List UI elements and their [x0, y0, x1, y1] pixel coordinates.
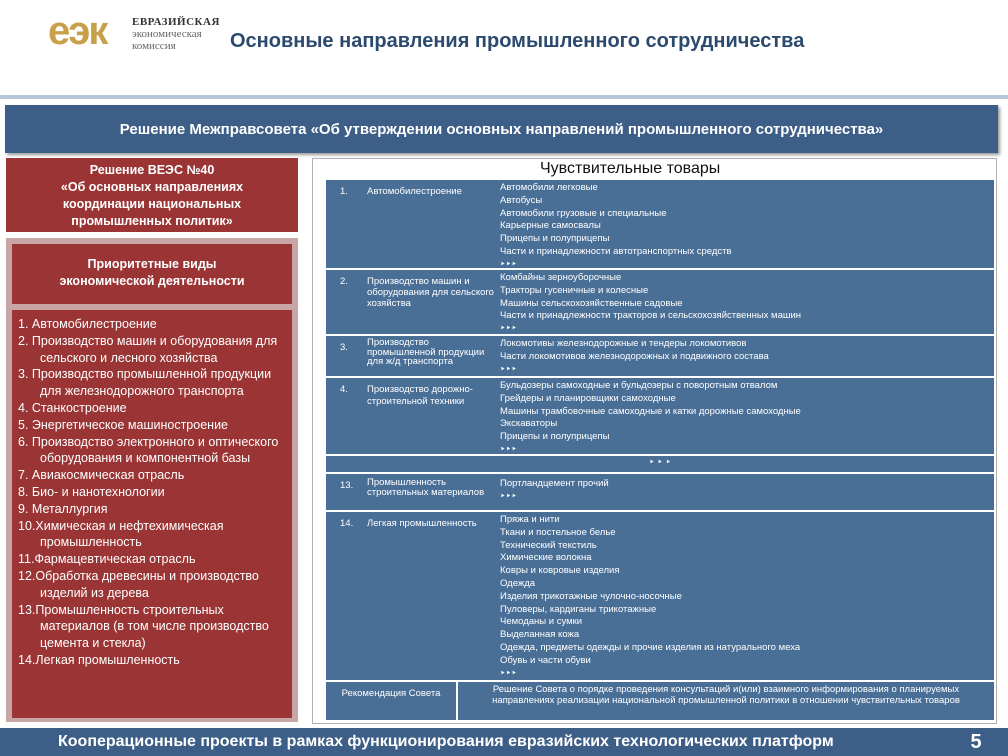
item: Выделанная кожа: [500, 629, 580, 641]
item: Экскаваторы: [500, 418, 558, 430]
item: Пряжа и нити: [500, 514, 560, 525]
list-item: 1. Автомобилестроение: [18, 317, 157, 331]
row-sector: Промышленность строительных материалов: [362, 474, 496, 510]
list-item: 14.Легкая промышленность: [18, 652, 180, 667]
decision-box: [6, 158, 298, 232]
logo-mark: еэк: [48, 9, 107, 53]
list-item: 11.Фармацевтическая отрасль: [18, 552, 196, 567]
item: Одежда, предметы одежды и прочие изделия из натурального меха: [500, 641, 801, 653]
item: Чемоданы и сумки: [500, 616, 583, 628]
item: ‣‣‣: [500, 258, 517, 270]
item: Химические волокна: [500, 552, 592, 564]
item: Грейдеры и планировщики самоходные: [500, 392, 676, 404]
item: ‣‣‣: [500, 490, 517, 502]
decision-line: координации национальных: [62, 197, 242, 211]
priority-heading-line: экономической деятельности: [59, 274, 245, 288]
item: Части локомотивов железнодорожных и подвижного состава: [500, 350, 769, 362]
item: Автомобили легковые: [500, 182, 598, 193]
logo-line-1: ЕВРАЗИЙСКАЯ: [132, 16, 220, 28]
item: Пуловеры, кардиганы трикотажные: [500, 603, 657, 615]
row-items: [496, 336, 994, 376]
logo-line-3: комиссия: [132, 40, 176, 52]
item: Одежда: [500, 577, 536, 589]
row-sector: Производство дорожно-строительной техники: [362, 378, 496, 454]
row-number: 1.: [326, 180, 362, 268]
row-items: [496, 270, 994, 334]
list-item: 8. Био- и нанотехнологии: [18, 484, 165, 499]
item: ‣‣‣: [500, 323, 517, 335]
decision-line: Решение ВЕЭС №40: [89, 163, 215, 177]
item: Прицепы и полуприцепы: [500, 233, 610, 245]
list-item: 4. Станкостроение: [18, 400, 127, 415]
row-number: 13.: [326, 474, 362, 510]
list-item: 12.Обработка древесины и производство изделий из дерева: [18, 568, 259, 600]
item: Портландцемент прочий: [500, 478, 609, 489]
list-item: 7. Авиакосмическая отрасль: [18, 468, 185, 483]
banner-text: Решение Межправсовета «Об утверждении основных направлений промышленного сотрудничества»: [119, 120, 884, 138]
item: Локомотивы железнодорожные и тендеры локомотивов: [500, 338, 747, 349]
row-number: 14.: [326, 512, 362, 680]
item: ‣‣‣: [500, 363, 517, 375]
list-item: 3. Производство промышленной продукции для железнодорожного транспорта: [18, 367, 272, 399]
row-sector: Автомобилестроение: [362, 180, 496, 268]
item: Карьерные самосвалы: [500, 220, 601, 232]
row-items: [496, 474, 994, 510]
item: Машины сельскохозяйственные садовые: [500, 297, 683, 309]
list-item: 13.Промышленность строительных материалов (в том числе производство цемента и стекла): [18, 602, 269, 651]
page-title: Основные направления промышленного сотрудничества: [230, 30, 805, 52]
row-number: 3.: [326, 336, 362, 376]
item: Части и принадлежности автотранспортных средств: [500, 245, 732, 257]
row-sector: Производство промышленной продукции для ж/д транспорта: [362, 336, 496, 376]
priority-heading-box: [12, 244, 292, 304]
banner: [5, 105, 998, 153]
recommendation-label: Рекомендация Совета: [326, 682, 456, 720]
logo-text: [132, 16, 220, 52]
item: Автобусы: [500, 194, 543, 206]
logo-line-2: экономическая: [132, 28, 202, 40]
ellipsis: ‣ ‣ ‣: [648, 457, 672, 468]
footer-text: Кооперационные проекты в рамках функционирования евразийских технологических платформ: [58, 733, 834, 750]
list-item: 2. Производство машин и оборудования для сельского и лесного хозяйства: [18, 333, 278, 365]
item: Прицепы и полуприцепы: [500, 431, 610, 443]
list-item: 10.Химическая и нефтехимическая промышленность: [18, 518, 224, 550]
item: Ковры и ковровые изделия: [500, 565, 620, 577]
header-divider: [0, 95, 1008, 99]
item: Бульдозеры самоходные и бульдозеры с поворотным отвалом: [500, 380, 778, 391]
item: Машины трамбовочные самоходные и катки дорожные самоходные: [500, 405, 801, 417]
item: Комбайны зерноуборочные: [500, 272, 622, 283]
item: Ткани и постельное белье: [500, 526, 616, 538]
panel-title: Чувствительные товары: [540, 160, 721, 177]
activities-box: [12, 310, 292, 718]
row-number: 2.: [326, 270, 362, 334]
page-number: 5: [970, 730, 982, 753]
row-items: [496, 512, 994, 680]
priority-heading-line: Приоритетные виды: [87, 257, 217, 271]
item: ‣‣‣: [500, 443, 517, 455]
item: Технический текстиль: [500, 539, 597, 551]
item: Обувь и части обуви: [500, 654, 591, 666]
recommendation-text: Решение Совета о порядке проведения консультаций и(или) взаимного информирования о планируемых направлениях реализации национальной промышленной политики в отношении чувствительных товаров: [458, 682, 994, 720]
ellipsis-row: [326, 456, 994, 472]
decision-line: «Об основных направлениях: [60, 180, 244, 194]
row-sector: Легкая промышленность: [362, 512, 496, 680]
row-items: [496, 378, 994, 454]
row-number: 4.: [326, 378, 362, 454]
activities-list: [18, 316, 288, 669]
list-item: 5. Энергетическое машиностроение: [18, 417, 228, 432]
row-items: [496, 180, 994, 268]
item: Тракторы гусеничные и колесные: [500, 284, 649, 296]
list-item: 9. Металлургия: [18, 501, 108, 516]
item: Автомобили грузовые и специальные: [500, 207, 667, 219]
item: ‣‣‣: [500, 667, 517, 679]
decision-line: промышленных политик»: [71, 214, 233, 228]
item: Изделия трикотажные чулочно-носочные: [500, 590, 682, 602]
item: Части и принадлежности тракторов и сельскохозяйственных машин: [500, 310, 802, 322]
list-item: 6. Производство электронного и оптического оборудования и компонентной базы: [18, 434, 279, 466]
row-sector: Производство машин и оборудования для сельского хозяйства: [362, 270, 496, 334]
